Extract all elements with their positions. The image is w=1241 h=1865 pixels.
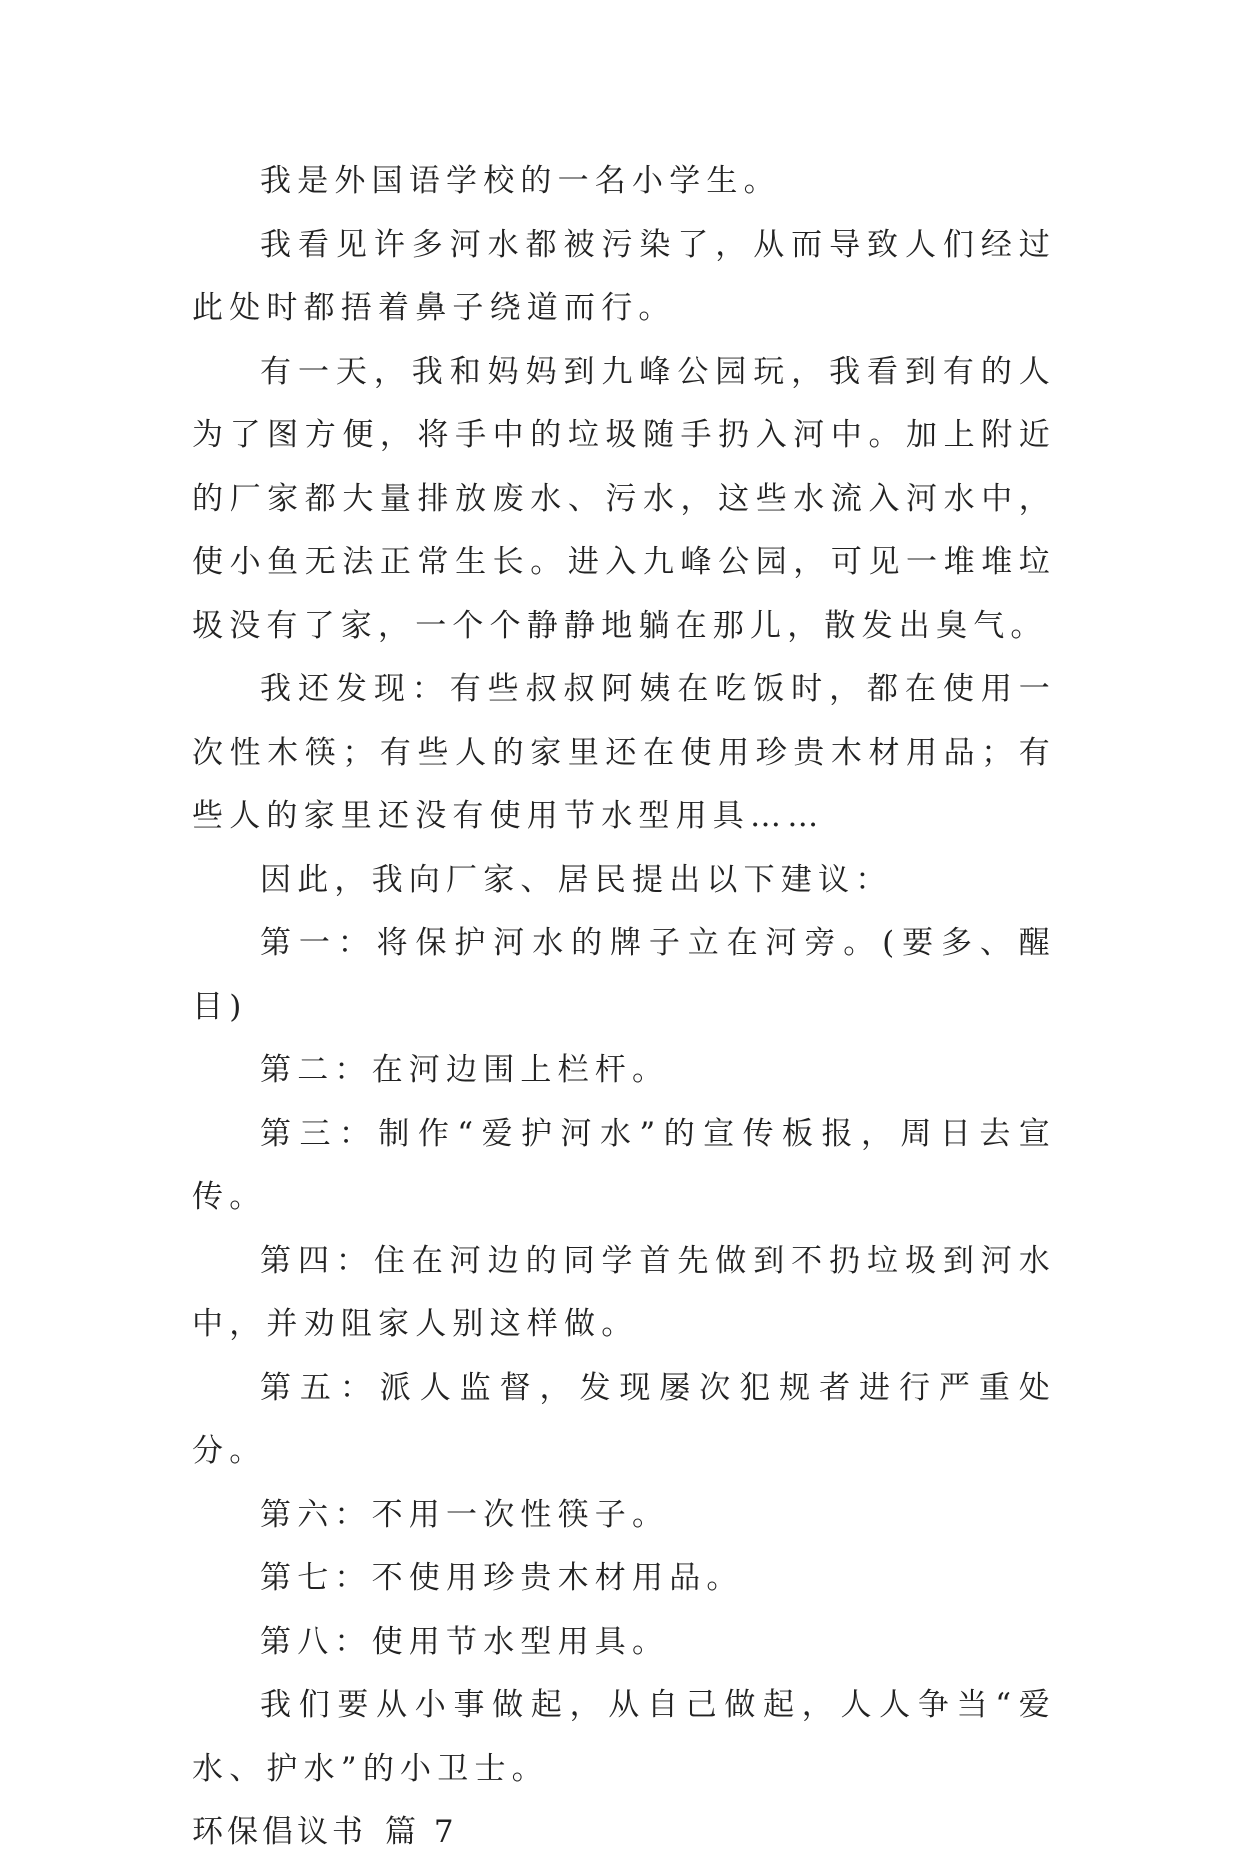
paragraph-conclusion: 我们要从小事做起，从自己做起，人人争当“爱水、护水”的小卫士。 bbox=[192, 1687, 1056, 1787]
paragraph-suggestions-intro: 因此，我向厂家、居民提出以下建议： bbox=[260, 861, 893, 898]
suggestion-2: 第二：在河边围上栏杆。 bbox=[260, 1052, 670, 1088]
suggestion-4: 第四：住在河边的同学首先做到不扔垃圾到河水中，并劝阻家人别这样做。 bbox=[192, 1242, 1056, 1342]
section-heading-title: 环保倡议书 bbox=[192, 1814, 367, 1850]
section-heading-part: 篇 7 bbox=[385, 1814, 458, 1850]
paragraph-park-visit: 有一天，我和妈妈到九峰公园玩，我看到有的人为了图方便，将手中的垃圾随手扔入河中。加上附近的厂家都大量排放废水、污水，这些水流入河水中，使小鱼无法正常生长。进入九峰公园，可见一堆堆垃圾没有了家，一个个静静地躺在那儿，散发出臭气。 bbox=[192, 353, 1056, 644]
suggestion-1: 第一：将保护河水的牌子立在河旁。(要多、醒目) bbox=[192, 925, 1056, 1025]
document-body bbox=[192, 150, 1056, 1865]
section-heading bbox=[192, 1801, 1056, 1865]
suggestion-5: 第五：派人监督，发现屡次犯规者进行严重处分。 bbox=[192, 1369, 1056, 1469]
paragraph-discovery: 我还发现：有些叔叔阿姨在吃饭时，都在使用一次性木筷；有些人的家里还在使用珍贵木材用品；有些人的家里还没有使用节水型用具…… bbox=[192, 671, 1056, 834]
suggestion-8: 第八：使用节水型用具。 bbox=[260, 1623, 670, 1660]
suggestion-7: 第七：不使用珍贵木材用品。 bbox=[260, 1560, 744, 1596]
suggestion-3: 第三：制作“爱护河水”的宣传板报，周日去宣传。 bbox=[192, 1115, 1056, 1215]
paragraph-polluted-river: 我看见许多河水都被污染了，从而导致人们经过此处时都捂着鼻子绕道而行。 bbox=[192, 226, 1056, 326]
paragraph-intro: 我是外国语学校的一名小学生。 bbox=[260, 163, 781, 199]
suggestion-6: 第六：不用一次性筷子。 bbox=[260, 1496, 670, 1533]
